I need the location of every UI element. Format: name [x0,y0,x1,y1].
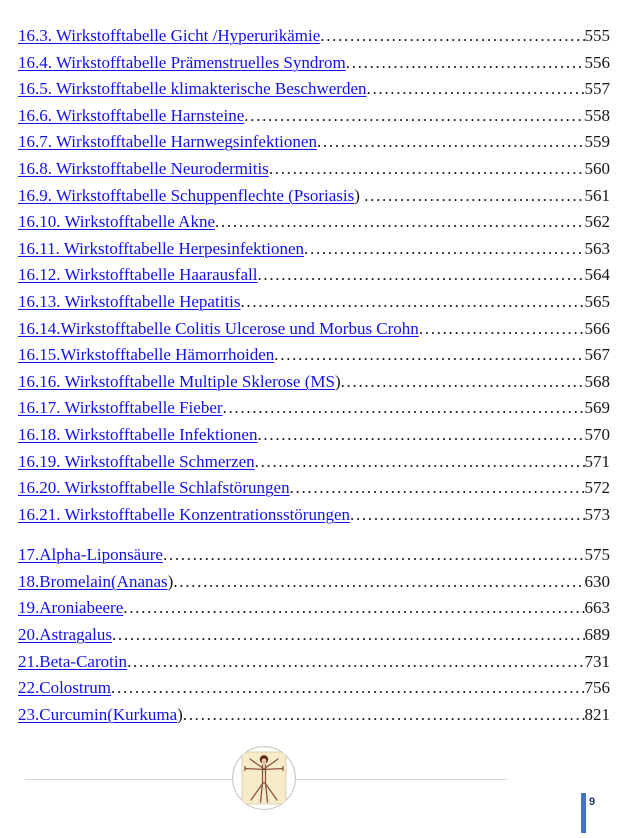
toc-dot-leader [257,262,584,289]
toc-entry-page-number: 559 [584,132,610,152]
toc-entry-page-number: 558 [584,105,610,125]
toc-section-substances [18,542,610,728]
toc-dot-leader [367,76,585,103]
toc-entry-link[interactable]: 16.9. Wirkstofftabelle Schuppenflechte (Psoriasis [18,185,355,205]
toc-entry-link[interactable]: 16.13. Wirkstofftabelle Hepatitis [18,291,241,311]
toc-entry-link[interactable]: 16.17. Wirkstofftabelle Fieber [18,398,223,418]
toc-entry-page-number: 564 [584,265,610,285]
toc-dot-leader [123,595,584,622]
toc-entry [18,236,610,263]
toc-entry-link[interactable]: 21.Beta-Carotin [18,651,128,671]
toc-entry-link[interactable]: 16.21. Wirkstofftabelle Konzentrationsstörungen [18,504,351,524]
toc-entry-link[interactable]: 16.19. Wirkstofftabelle Schmerzen [18,451,255,471]
toc-entry-page-number: 689 [584,625,610,645]
toc-entry-page-number: 663 [584,598,610,618]
toc-entry [18,209,610,236]
toc-entry-page-number: 563 [584,238,610,258]
vitruvian-man-logo [231,745,297,811]
toc-entry-link[interactable]: 16.7. Wirkstofftabelle Harnwegsinfektionen [18,132,317,152]
toc-entry-page-number: 571 [584,451,610,471]
toc-entry-link[interactable]: 16.5. Wirkstofftabelle klimakterische Beschwerden [18,79,367,99]
toc-entry-page-number: 566 [584,318,610,338]
toc-dot-leader [419,316,585,343]
toc-entry [18,76,610,103]
toc-entry-page-number: 556 [584,52,610,72]
toc-entry [18,542,610,569]
toc-entry-link[interactable]: 16.6. Wirkstofftabelle Harnsteine [18,105,245,125]
toc-entry-link[interactable]: 22.Colostrum [18,678,112,698]
toc-entry-link[interactable]: 18.Bromelain(Ananas [18,571,168,591]
toc-dot-leader [163,542,585,569]
toc-entry [18,316,610,343]
toc-entry-link[interactable]: 16.15.Wirkstofftabelle Hämorrhoiden [18,345,275,365]
page-number-badge [581,793,595,833]
toc-entry [18,475,610,502]
toc-dot-leader [350,502,584,529]
toc-entry-link[interactable]: 17.Alpha-Liponsäure [18,545,163,565]
toc-entry-page-number: 821 [584,704,610,724]
toc-entry-link[interactable]: 16.8. Wirkstofftabelle Neurodermitis [18,158,269,178]
page-number: 9 [589,796,596,808]
toc-entry-link[interactable]: 19.Aroniabeere [18,598,124,618]
toc-entry [18,649,610,676]
toc-dot-leader [223,395,585,422]
toc-dot-leader [257,422,584,449]
toc-entry-link[interactable]: 16.16. Wirkstofftabelle Multiple Sklerose (MS [18,371,335,391]
toc-entry-page-number: 560 [584,158,610,178]
toc-dot-leader [364,183,584,210]
toc-entry-link[interactable]: 16.3. Wirkstofftabelle Gicht /Hyperurikämie [18,26,321,45]
toc-entry-page-number: 731 [584,651,610,671]
vitruvian-man-icon [231,745,297,811]
toc-entry [18,502,610,529]
toc-entry [18,262,610,289]
toc-entry [18,342,610,369]
toc-entry-suffix: ) [334,371,341,391]
toc-dot-leader [274,342,584,369]
toc-dot-leader [111,675,584,702]
toc-dot-leader [215,209,585,236]
toc-dot-leader [320,23,584,50]
toc-entry-page-number: 561 [584,185,610,205]
toc-entry-link[interactable]: 16.18. Wirkstofftabelle Infektionen [18,424,258,444]
toc-entry-link[interactable]: 16.4. Wirkstofftabelle Prämenstruelles Syndrom [18,52,346,72]
toc-dot-leader [244,103,584,130]
toc-entry-page-number: 568 [584,371,610,391]
toc-entry-page-number: 573 [584,504,610,524]
toc-entry [18,395,610,422]
toc-dot-leader [317,129,585,156]
toc-entry-suffix: ) [167,571,174,591]
toc-dot-leader [127,649,584,676]
toc-entry-page-number: 630 [584,571,610,591]
toc-entry-page-number: 756 [584,678,610,698]
toc-entry [18,23,610,50]
toc-dot-leader [290,475,585,502]
toc-entry-link[interactable]: 16.20. Wirkstofftabelle Schlafstörungen [18,478,290,498]
toc-dot-leader [269,156,585,183]
toc-entry [18,422,610,449]
toc-dot-leader [304,236,584,263]
toc-entry-link[interactable]: 16.11. Wirkstofftabelle Herpesinfektionen [18,238,305,258]
table-of-contents [18,23,610,728]
toc-entry-page-number: 572 [584,478,610,498]
toc-entry-page-number: 569 [584,398,610,418]
toc-entry-page-number: 562 [584,212,610,232]
toc-entry-link[interactable]: 20.Astragalus [18,625,112,645]
toc-entry-link[interactable]: 16.10. Wirkstofftabelle Akne [18,212,215,232]
toc-entry [18,595,610,622]
toc-entry-page-number: 555 [584,26,610,45]
toc-entry [18,702,610,729]
toc-entry [18,675,610,702]
toc-dot-leader [183,702,585,729]
toc-entry [18,156,610,183]
toc-entry-link[interactable]: 16.12. Wirkstofftabelle Haarausfall [18,265,258,285]
toc-entry [18,50,610,77]
toc-dot-leader [341,369,585,396]
toc-section-wirkstofftabellen [18,23,610,528]
toc-entry-page-number: 575 [584,545,610,565]
toc-entry-link[interactable]: 23.Curcumin(Kurkuma [18,704,178,724]
toc-entry-link[interactable]: 16.14.Wirkstofftabelle Colitis Ulcerose und Morbus Crohn [18,318,419,338]
toc-entry [18,622,610,649]
toc-entry [18,129,610,156]
toc-dot-leader [240,289,584,316]
toc-dot-leader [112,622,585,649]
toc-entry-page-number: 567 [584,345,610,365]
toc-entry [18,569,610,596]
toc-entry-page-number: 570 [584,424,610,444]
toc-entry-suffix: ) [177,704,183,724]
toc-entry [18,183,610,210]
toc-entry-suffix: ) [354,185,365,205]
toc-dot-leader [173,569,584,596]
toc-dot-leader [346,50,585,77]
toc-entry-page-number: 557 [584,79,610,99]
toc-entry [18,369,610,396]
toc-entry-page-number: 565 [584,291,610,311]
toc-entry [18,289,610,316]
toc-dot-leader [255,449,585,476]
toc-entry [18,103,610,130]
toc-entry [18,449,610,476]
